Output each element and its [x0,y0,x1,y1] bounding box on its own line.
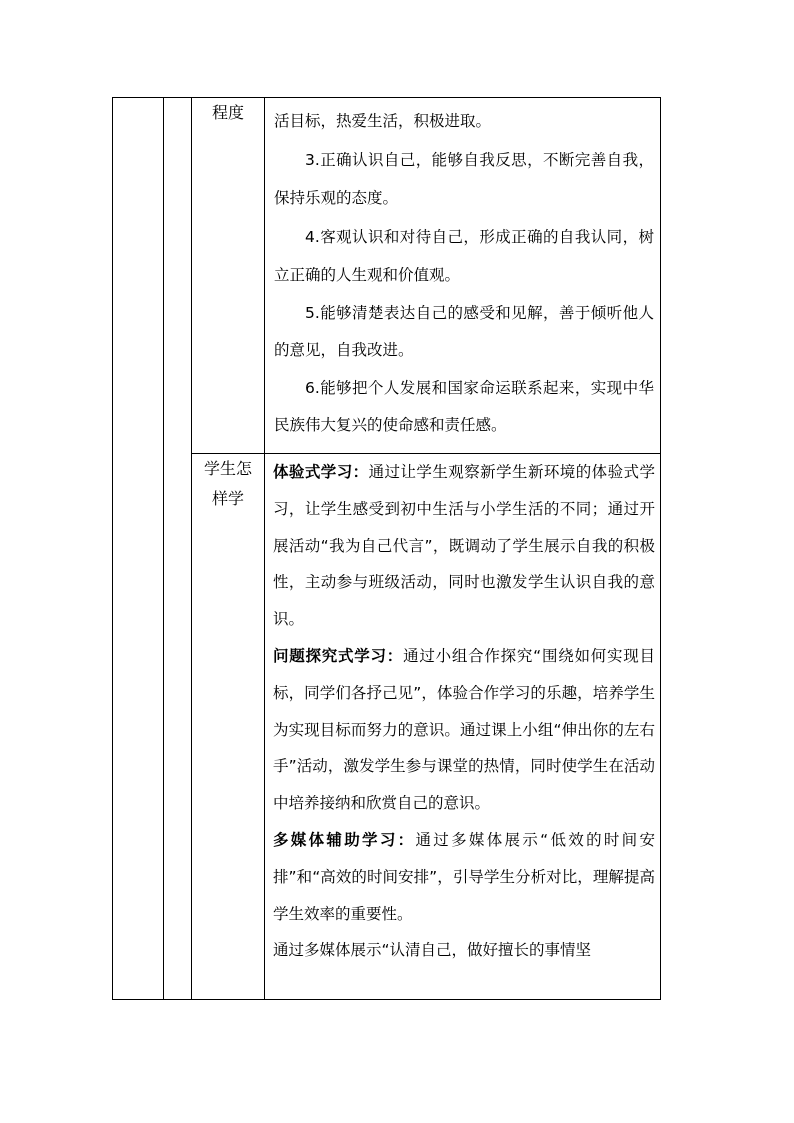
empty-cell-col2 [164,98,192,1000]
objective-item-3: 3.正确认识自己，能够自我反思，不断完善自我，保持乐观的态度。 [274,150,654,207]
method-heading: 体验式学习： [273,463,369,481]
objective-continuation: 活目标，热爱生活，积极进取。 [274,112,492,130]
objectives-cell [265,98,661,454]
method-heading: 多媒体辅助学习： [273,830,416,849]
table-row-how-students-learn [113,454,661,1000]
method-multimedia-continued: 通过多媒体展示“认清自己，做好擅长的事情坚 [273,941,592,960]
method-inquiry [273,638,655,822]
row-label-how-students-learn [192,454,265,1000]
row-label-text: 程度 [211,103,244,122]
method-experiential [273,454,655,638]
objective-item-4: 4.客观认识和对待自己，形成正确的自我认同，树立正确的人生观和价值观。 [274,227,654,284]
empty-cell-col1 [113,98,164,1000]
row-label-line-1: 学生怎 [203,459,252,478]
method-text: 通过让学生观察新学生新环境的体验式学习，让学生感受到初中生活与小学生活的不同；通过开展活动“我为自己代言”，既调动了学生展示自我的积极性，主动参与班级活动，同时也激发学生认识自我的意识。 [273,463,655,629]
lesson-plan-table [112,97,661,1000]
objective-item-6: 6.能够把个人发展和国家命运联系起来，实现中华民族伟大复兴的使命感和责任感。 [274,378,654,434]
row-label-degree [192,98,265,454]
method-text: 通过多媒体展示“低效的时间安排”和“高效的时间安排”，引导学生分析对比，理解提高学生效率的重要性。 [273,830,655,923]
method-heading: 问题探究式学习： [273,646,404,665]
table-row-degree [113,98,661,454]
method-multimedia [273,822,655,932]
row-label-line-2: 样学 [211,489,244,508]
method-text: 通过小组合作探究“围绕如何实现目标，同学们各抒己见”，体验合作学习的乐趣，培养学生为实现目标而努力的意识。通过课上小组“伸出你的左右手”活动，激发学生参与课堂的热情，同时使学生在活动中培养接纳和欣赏自己的意识。 [273,646,655,813]
learning-methods-cell [265,454,661,1000]
objective-item-5: 5.能够清楚表达自己的感受和见解，善于倾听他人的意见，自我改进。 [274,303,654,359]
